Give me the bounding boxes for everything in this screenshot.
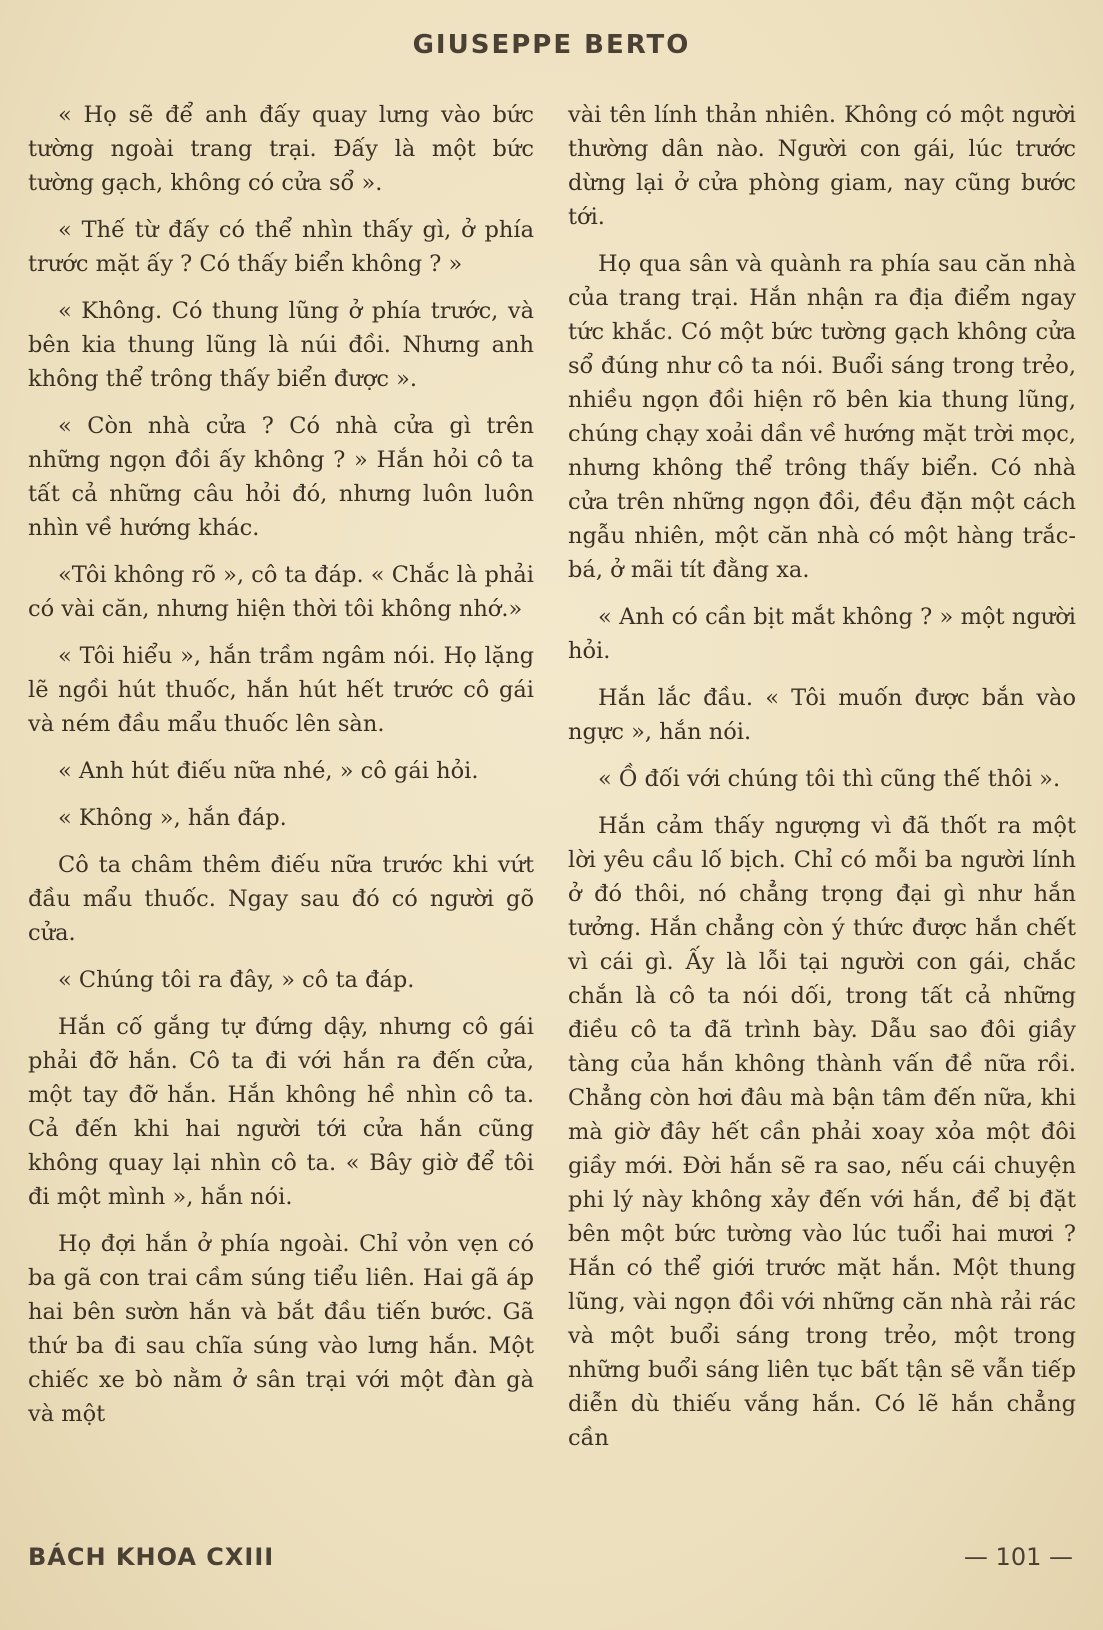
left-text-column (28, 98, 534, 1444)
paragraph: Hắn lắc đầu. « Tôi muốn được bắn vào ngực », hắn nói. (568, 685, 1076, 745)
page-number: — 101 — (963, 1543, 1073, 1571)
paragraph: « Không. Có thung lũng ở phía trước, và bên kia thung lũng là núi đồi. Nhưng anh không thể trông thấy biển được ». (28, 298, 534, 392)
paragraph: Hắn cảm thấy ngượng vì đã thốt ra một lời yêu cầu lố bịch. Chỉ có mỗi ba người lính ở đó thôi, nó chẳng trọng đại gì như hắn tưởng. Hắn chẳng còn ý thức được hắn chết vì cái gì. Ấy là lỗi tại người con gái, chắc chắn là cô ta nói dối, trong tất cả những điều cô ta đã trình bày. Dẫu sao đôi giầy tàng của hắn không thành vấn đề nữa rồi. Chẳng còn hơi đâu mà bận tâm đến nữa, khi mà giờ đây hết cần phải xoay xỏa một đôi giầy mới. Đời hắn sẽ ra sao, nếu cái chuyện phi lý này không xảy đến với hắn, để bị đặt bên một bức tường vào lúc tuổi hai mươi ? Hắn có thể giới trước mặt hắn. Một thung lũng, vài ngọn đồi với những căn nhà rải rác và một buổi sáng trong trẻo, một trong những buổi sáng liên tục bất tận sẽ vẫn tiếp diễn dù thiếu vắng hắn. Có lẽ hắn chẳng cần (568, 813, 1076, 1451)
paragraph: Họ qua sân và quành ra phía sau căn nhà của trang trại. Hắn nhận ra địa điểm ngay tức khắc. Có một bức tường gạch không cửa sổ đúng như cô ta nói. Buổi sáng trong trẻo, nhiều ngọn đồi hiện rõ bên kia thung lũng, chúng chạy xoải dần về hướng mặt trời mọc, nhưng không thể trông thấy biển. Có nhà cửa trên những ngọn đồi, đều đặn một cách ngẫu nhiên, một căn nhà có một hàng trắc-bá, ở mãi tít đằng xa. (568, 251, 1076, 583)
paragraph: « Chúng tôi ra đây, » cô ta đáp. (58, 967, 415, 993)
paragraph: Họ đợi hắn ở phía ngoài. Chỉ vỏn vẹn có ba gã con trai cầm súng tiểu liên. Hai gã áp hai bên sườn hắn và bắt đầu tiến bước. Gã thứ ba đi sau chĩa súng vào lưng hắn. Một chiếc xe bò nằm ở sân trại với một đàn gà và một (28, 1231, 534, 1427)
paragraph: « Không », hắn đáp. (58, 805, 287, 831)
paragraph: Cô ta châm thêm điếu nữa trước khi vứt đầu mẩu thuốc. Ngay sau đó có người gõ cửa. (28, 852, 534, 946)
running-header-author: GIUSEPPE BERTO (412, 30, 691, 60)
paragraph: « Thế từ đấy có thể nhìn thấy gì, ở phía trước mặt ấy ? Có thấy biển không ? » (28, 217, 534, 277)
paragraph: « Còn nhà cửa ? Có nhà cửa gì trên những ngọn đồi ấy không ? » Hắn hỏi cô ta tất cả những câu hỏi đó, nhưng luôn luôn nhìn về hướng khác. (28, 413, 534, 541)
paragraph: «Tôi không rõ », cô ta đáp. « Chắc là phải có vài căn, nhưng hiện thời tôi không nhớ.» (28, 562, 534, 622)
paragraph-continued: vài tên lính thản nhiên. Không có một người thường dân nào. Người con gái, lúc trước dừng lại ở cửa phòng giam, nay cũng bước tới. (568, 102, 1076, 230)
paragraph: « Anh hút điếu nữa nhé, » cô gái hỏi. (58, 758, 479, 784)
paragraph: « Anh có cần bịt mắt không ? » một người hỏi. (568, 604, 1076, 664)
paragraph: « Họ sẽ để anh đấy quay lưng vào bức tường ngoài trang trại. Đấy là một bức tường gạch, không có cửa sổ ». (28, 102, 534, 196)
paragraph: « Tôi hiểu », hắn trầm ngâm nói. Họ lặng lẽ ngồi hút thuốc, hắn hút hết trước cô gái và ném đầu mẩu thuốc lên sàn. (28, 643, 534, 737)
right-text-column (568, 98, 1076, 1468)
magazine-issue-footer: BÁCH KHOA CXIII (28, 1543, 275, 1571)
paragraph: « Ồ đối với chúng tôi thì cũng thế thôi ». (598, 766, 1061, 792)
paragraph: Hắn cố gắng tự đứng dậy, nhưng cô gái phải đỡ hắn. Cô ta đi với hắn ra đến cửa, một tay đỡ hắn. Hắn không hề nhìn cô ta. Cả đến khi hai người tới cửa hắn cũng không quay lại nhìn cô ta. « Bây giờ để tôi đi một mình », hắn nói. (28, 1014, 534, 1210)
